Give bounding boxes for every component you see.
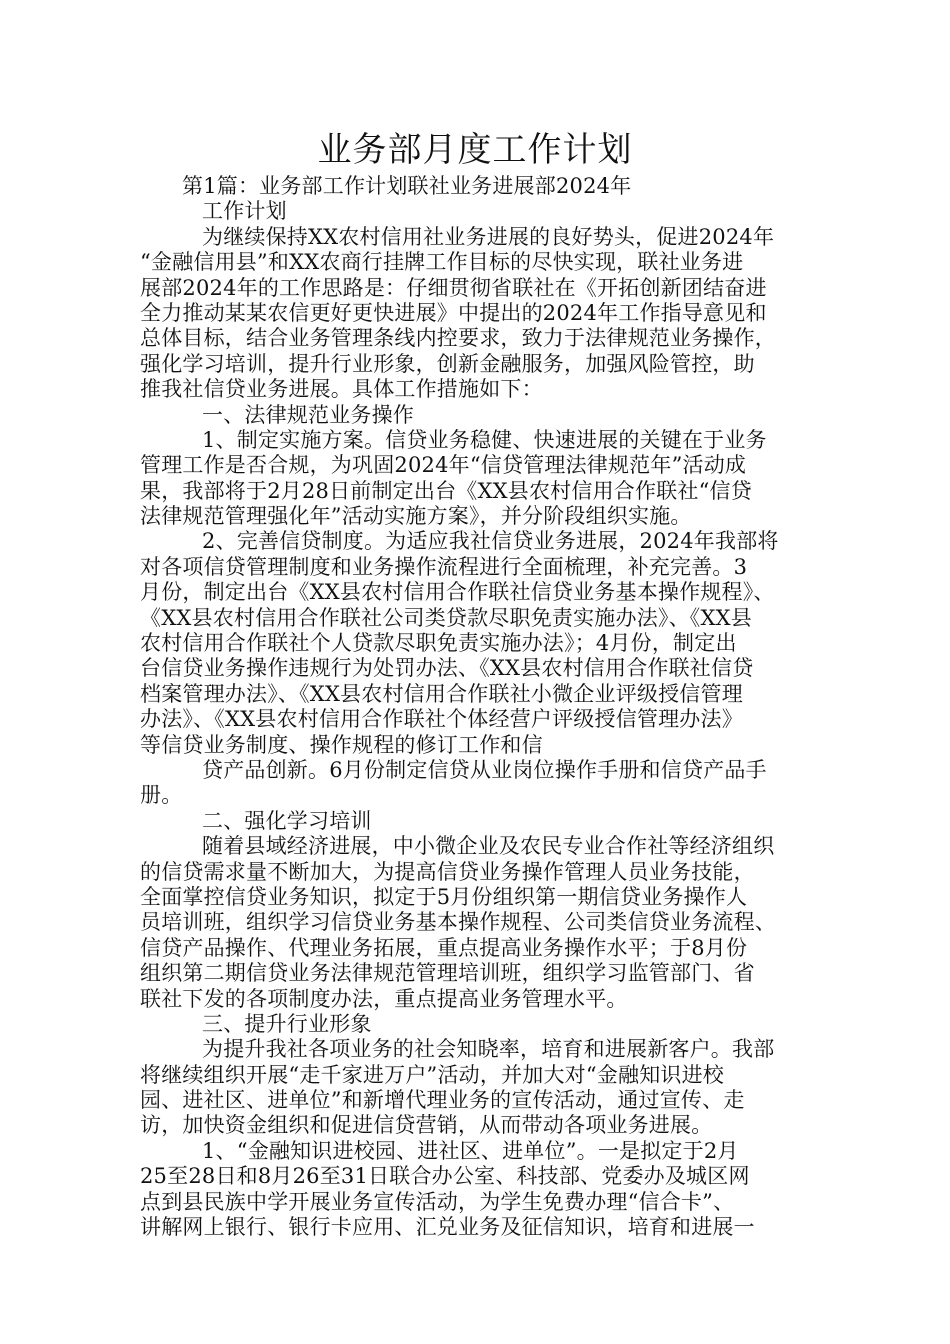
text-line: 全力推动某某农信更好更快进展》中提出的2024年工作指导意见和 (140, 300, 767, 325)
document-body (140, 174, 820, 1240)
document-title: 业务部月度工作计划 (317, 130, 633, 170)
text-line: 一、法律规范业务操作 (202, 402, 414, 427)
text-line: 法律规范管理强化年”活动实施方案》，并分阶段组织实施。 (140, 504, 692, 529)
text-line: 组织第二期信贷业务法律规范管理培训班，组织学习监管部门、省 (140, 961, 755, 986)
text-line: 将继续组织开展“走千家进万户”活动，并加大对“金融知识进校 (140, 1062, 725, 1087)
text-line: 档案管理办法》、《XX县农村信用合作联社小微企业评级授信管理 (140, 681, 743, 706)
text-line: “金融信用县”和XX农商行挂牌工作目标的尽快实现，联社业务进 (140, 250, 744, 275)
text-line: 三、提升行业形象 (202, 1011, 372, 1036)
text-line: 为提升我社各项业务的社会知晓率，培育和进展新客户。我部 (202, 1037, 775, 1062)
text-line: 联社下发的各项制度办法，重点提高业务管理水平。 (140, 986, 628, 1011)
text-line: 展部2024年的工作思路是：仔细贯彻省联社在《开拓创新团结奋进 (140, 275, 767, 300)
text-line: 强化学习培训，提升行业形象，创新金融服务，加强风险管控，助 (140, 351, 755, 376)
text-line: 办法》、《XX县农村信用合作联社个体经营户评级授信管理办法》 (140, 707, 743, 732)
text-line: 讲解网上银行、银行卡应用、汇兑业务及征信知识，培育和进展一 (140, 1215, 755, 1240)
text-line: 第1篇：业务部工作计划联社业务进展部2024年 (182, 174, 632, 198)
text-line: 全面掌控信贷业务知识，拟定于5月份组织第一期信贷业务操作人 (140, 884, 748, 909)
text-line: 推我社信贷业务进展。具体工作措施如下： (140, 377, 543, 402)
text-line: 等信贷业务制度、操作规程的修订工作和信 (140, 732, 543, 757)
text-line: 1、制定实施方案。信贷业务稳健、快速进展的关键在于业务 (202, 427, 767, 452)
text-line: 台信贷业务操作违规行为处罚办法、《XX县农村信用合作联社信贷 (140, 656, 754, 681)
text-line: 《XX县农村信用合作联社公司类贷款尽职免责实施办法》、《XX县 (140, 605, 752, 630)
text-line: 园、进社区、进单位”和新增代理业务的宣传活动，通过宣传、走 (140, 1088, 745, 1113)
text-line: 二、强化学习培训 (202, 808, 372, 833)
text-line: 果，我部将于2月28日前制定出台《XX县农村信用合作联社“信贷 (140, 478, 752, 503)
text-line: 员培训班，组织学习信贷业务基本操作规程、公司类信贷业务流程、 (140, 910, 776, 935)
text-line: 月份，制定出台《XX县农村信用合作联社信贷业务基本操作规程》、 (140, 580, 775, 605)
text-line: 1、“金融知识进校园、进社区、进单位”。一是拟定于2月 (202, 1138, 739, 1163)
text-line: 随着县域经济进展，中小微企业及农民专业合作社等经济组织 (202, 834, 775, 859)
text-line: 点到县民族中学开展业务宣传活动，为学生免费办理“信合卡”、 (140, 1189, 735, 1214)
text-line: 总体目标，结合业务管理条线内控要求，致力于法律规范业务操作， (140, 326, 776, 351)
text-line: 农村信用合作联社个人贷款尽职免责实施办法》；4月份，制定出 (140, 631, 737, 656)
text-line: 贷产品创新。6月份制定信贷从业岗位操作手册和信贷产品手 (202, 757, 767, 782)
text-line: 访，加快资金组织和促进信贷营销，从而带动各项业务进展。 (140, 1113, 713, 1138)
text-line: 信贷产品操作、代理业务拓展，重点提高业务操作水平；于8月份 (140, 935, 748, 960)
text-line: 管理工作是否合规，为巩固2024年“信贷管理法律规范年”活动成 (140, 453, 747, 478)
text-line: 工作计划 (202, 199, 287, 224)
text-line: 的信贷需求量不断加大，为提高信贷业务操作管理人员业务技能， (140, 859, 755, 884)
text-line: 为继续保持XX农村信用社业务进展的良好势头，促进2024年 (202, 224, 775, 249)
text-line: 对各项信贷管理制度和业务操作流程进行全面梳理，补充完善。3 (140, 554, 748, 579)
text-line: 册。 (140, 783, 183, 808)
text-line: 25至28日和8月26至31日联合办公室、科技部、党委办及城区网 (140, 1164, 750, 1189)
text-line: 2、完善信贷制度。为适应我社信贷业务进展，2024年我部将 (202, 529, 779, 554)
